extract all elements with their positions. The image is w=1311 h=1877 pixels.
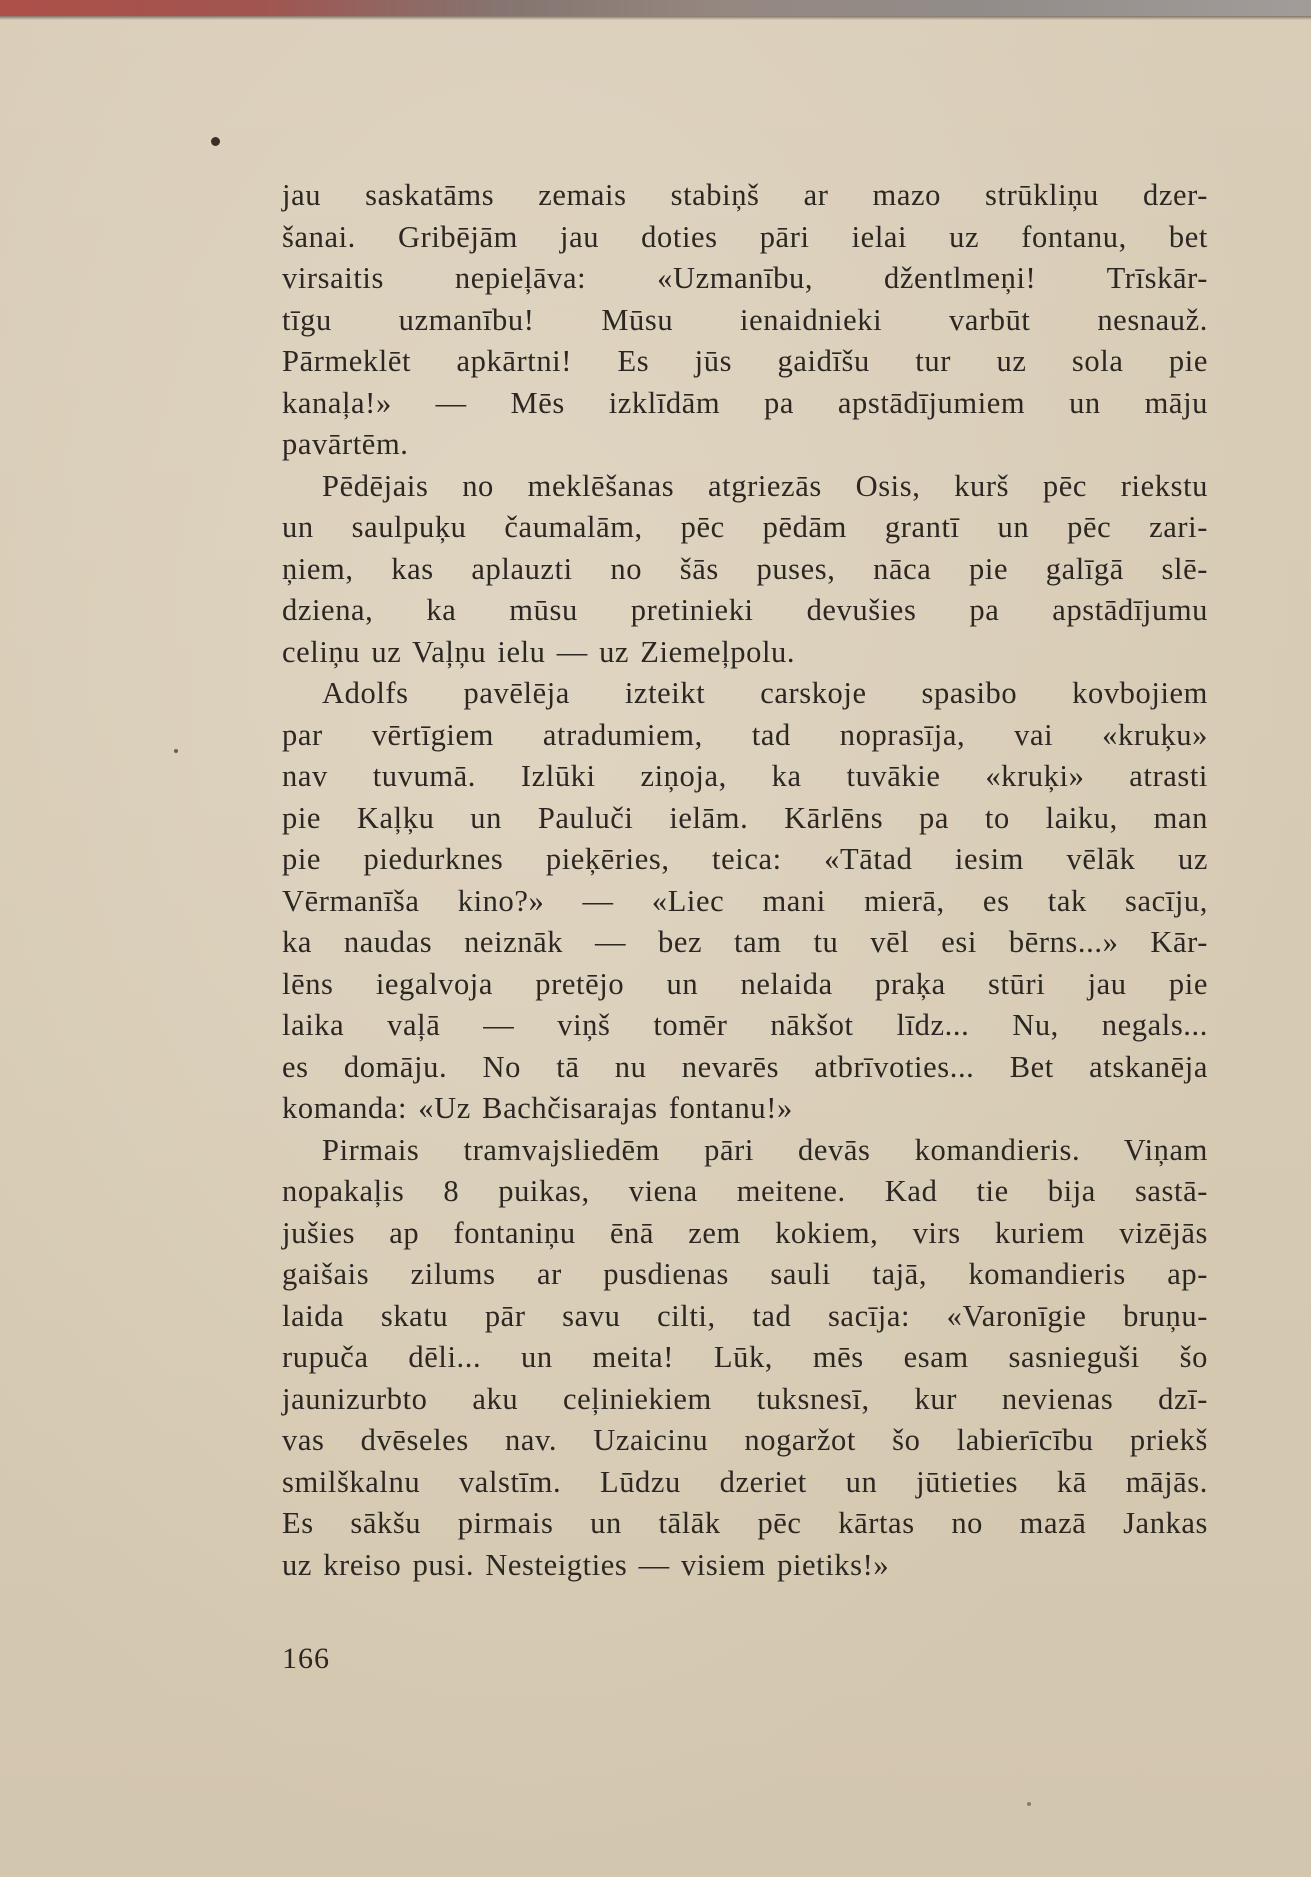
- text-line: celiņu uz Vaļņu ielu — uz Ziemeļpolu.: [282, 634, 796, 669]
- text-line: jušies ap fontaniņu ēnā zem kokiem, virs kuriem vizējās: [282, 1215, 1208, 1250]
- text-line: lēns iegalvoja pretējo un nelaida praķa stūri jau pie: [282, 966, 1208, 1001]
- text-line: es domāju. No tā nu nevarēs atbrīvoties... Bet atskanēja: [282, 1049, 1208, 1084]
- ink-speck: [174, 749, 178, 753]
- text-line: vas dvēseles nav. Uzaicinu nogaržot šo labierīcību priekš: [282, 1423, 1208, 1457]
- text-line: šanai. Gribējām jau doties pāri ielai uz fontanu, bet: [282, 219, 1208, 254]
- text-line: gaišais zilums ar pusdienas sauli tajā, komandieris ap-: [282, 1257, 1208, 1291]
- text-line: uz kreiso pusi. Nesteigties — visiem pietiks!»: [282, 1547, 890, 1582]
- text-line: ka naudas neiznāk — bez tam tu vēl esi bērns...» Kār-: [282, 925, 1208, 959]
- text-line: jau saskatāms zemais stabiņš ar mazo strūkliņu dzer-: [282, 178, 1208, 212]
- page-number: 166: [282, 1642, 330, 1675]
- page-top-edge: [0, 0, 1311, 16]
- text-line: Adolfs pavēlēja izteikt carskoje spasibo kovbojiem: [322, 676, 1208, 710]
- text-line: nav tuvumā. Izlūki ziņoja, ka tuvākie «kruķi» atrasti: [282, 759, 1208, 793]
- text-line: Pēdējais no meklēšanas atgriezās Osis, kurš pēc riekstu: [322, 468, 1208, 503]
- text-line: Es sākšu pirmais un tālāk pēc kārtas no mazā Jankas: [282, 1506, 1208, 1540]
- text-line: nopakaļis 8 puikas, viena meitene. Kad tie bija sastā-: [282, 1174, 1208, 1208]
- text-line: smilškalnu valstīm. Lūdzu dzeriet un jūtieties kā mājās.: [282, 1464, 1208, 1499]
- text-line: laida skatu pār savu cilti, tad sacīja: «Varonīgie bruņu-: [282, 1298, 1208, 1333]
- ink-speck: [211, 137, 220, 146]
- text-line: pavārtēm.: [282, 427, 409, 461]
- text-line: pie piedurknes pieķēries, teica: «Tātad iesim vēlāk uz: [282, 842, 1208, 876]
- text-line: un saulpuķu čaumalām, pēc pēdām grantī un pēc zari-: [282, 510, 1208, 544]
- text-line: Vērmanīša kino?» — «Liec mani mierā, es tak sacīju,: [282, 883, 1208, 918]
- text-line: par vērtīgiem atradumiem, tad noprasīja, vai «kruķu»: [282, 717, 1208, 752]
- text-line: Pārmeklēt apkārtni! Es jūs gaidīšu tur uz sola pie: [282, 344, 1208, 378]
- text-line: rupuča dēli... un meita! Lūk, mēs esam sasnieguši šo: [282, 1340, 1208, 1374]
- text-line: virsaitis nepieļāva: «Uzmanību, džentlmeņi! Trīskār-: [282, 261, 1208, 295]
- text-line: Pirmais tramvajsliedēm pāri devās komandieris. Viņam: [322, 1132, 1208, 1167]
- text-line: ņiem, kas aplauzti no šās puses, nāca pie galīgā slē-: [282, 551, 1208, 586]
- text-line: laika vaļā — viņš tomēr nākšot līdz... Nu, negals...: [282, 1008, 1208, 1042]
- ink-speck: [1027, 1802, 1031, 1806]
- text-line: dziena, ka mūsu pretinieki devušies pa apstādījumu: [282, 593, 1208, 627]
- page-top-shadow: [0, 16, 1311, 20]
- text-line: kanaļa!» — Mēs izklīdām pa apstādījumiem un māju: [282, 385, 1208, 420]
- text-line: komanda: «Uz Bachčisarajas fontanu!»: [282, 1091, 793, 1125]
- text-line: tīgu uzmanību! Mūsu ienaidnieki varbūt nesnauž.: [282, 302, 1208, 337]
- body-text: [282, 175, 1208, 1586]
- text-line: pie Kaļķu un Pauluči ielām. Kārlēns pa to laiku, man: [282, 800, 1208, 835]
- text-line: jaunizurbto aku ceļiniekiem tuksnesī, kur nevienas dzī-: [282, 1381, 1208, 1416]
